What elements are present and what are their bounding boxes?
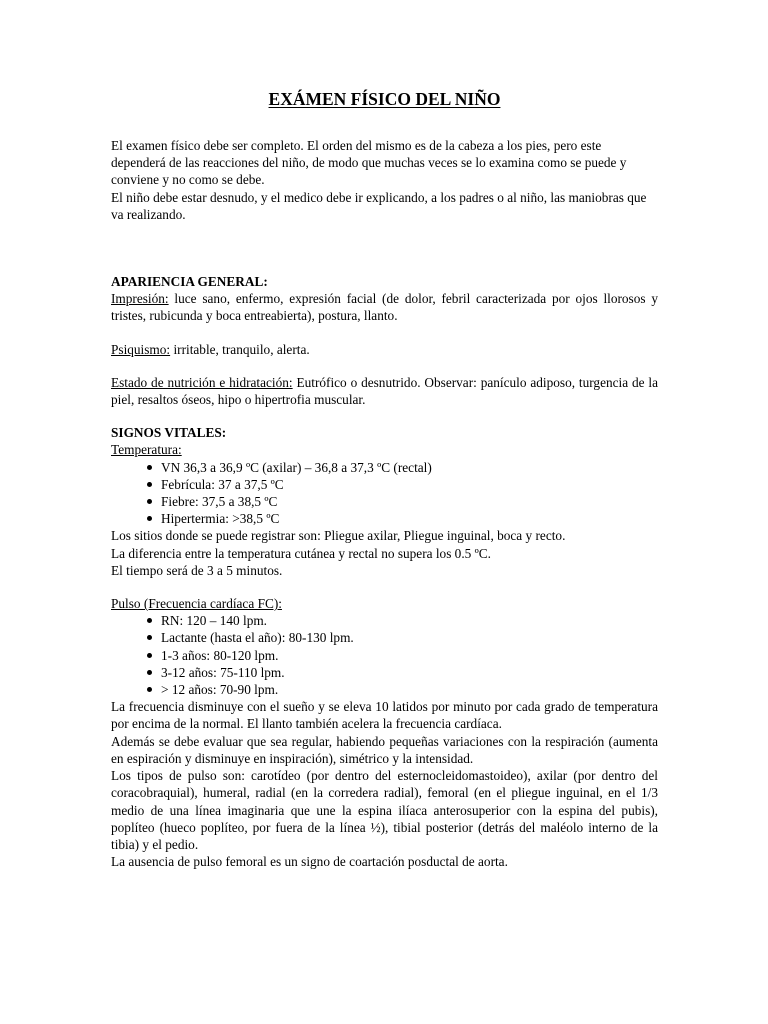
temperatura-paragraph-1: Los sitios donde se puede registrar son: Pliegue axilar, Pliegue inguinal, boca y recto.: [111, 528, 566, 544]
spacer: [111, 408, 658, 424]
spacer: [111, 579, 658, 595]
list-item: RN: 120 – 140 lpm.: [147, 612, 658, 629]
psiquismo-label: Psiquismo:: [111, 341, 171, 357]
page-title: EXÁMEN FÍSICO DEL NIÑO: [268, 89, 501, 109]
list-item: > 12 años: 70-90 lpm.: [147, 681, 658, 698]
pulso-label: Pulso (Frecuencia cardíaca FC):: [111, 596, 282, 612]
impresion-paragraph: [111, 290, 658, 324]
list-item: Lactante (hasta el año): 80-130 lpm.: [147, 629, 658, 646]
temperatura-label: Temperatura:: [111, 442, 182, 458]
pulso-paragraph-1: La frecuencia disminuye con el sueño y se eleva 10 latidos por minuto por cada grado de temperatura por encima de la normal. El llanto también acelera la frecuencia cardíaca.: [111, 699, 658, 732]
temperatura-paragraph-3: El tiempo será de 3 a 5 minutos.: [111, 562, 283, 578]
psiquismo-paragraph: [111, 341, 658, 358]
list-item: VN 36,3 a 36,9 ºC (axilar) – 36,8 a 37,3 ºC (rectal): [147, 459, 658, 476]
list-item: 1-3 años: 80-120 lpm.: [147, 647, 658, 664]
spacer: [111, 325, 658, 341]
document-page: [111, 88, 658, 870]
section-heading-apariencia: APARIENCIA GENERAL:: [111, 274, 268, 290]
psiquismo-text: irritable, tranquilo, alerta.: [170, 341, 310, 357]
impresion-text: luce sano, enfermo, expresión facial (de dolor, febril caracterizada por ojos llorosos y tristes, rubicunda y boca entreabierta), postura, llanto.: [111, 291, 658, 324]
list-item: Febrícula: 37 a 37,5 ºC: [147, 476, 658, 493]
spacer: [111, 223, 658, 273]
intro-paragraph-2: El niño debe estar desnudo, y el medico debe ir explicando, a los padres o al niño, las maniobras que va realizando.: [111, 189, 647, 222]
nutricion-text: Eutrófico o desnutrido. Observar: panículo adiposo, turgencia de la piel, resaltos óseos, hipo o hipertrofia muscular.: [111, 374, 659, 408]
pulso-paragraph-2: Además se debe evaluar que sea regular, habiendo pequeñas variaciones con la respiración (aumenta en espiración y disminuye en inspiración), simétrico y la intensidad.: [111, 733, 658, 766]
section-heading-signos: SIGNOS VITALES:: [111, 425, 227, 441]
pulso-paragraph-3: Los tipos de pulso son: carotídeo (por dentro del esternocleidomastoideo), axilar (por dentro del coracobraquial), humeral, radial (en la corredera radial), femoral (en el pliegue inguinal, en el 1/3 medio de una línea imaginaria que une la espina ilíaca anterosuperior con la espina del pubis), poplíteo (hueco poplíteo, por fuera de la línea ½), tibial posterior (detrás del maléolo interno de la tibia) y el pedio.: [111, 768, 658, 852]
intro-paragraph-1: El examen físico debe ser completo. El orden del mismo es de la cabeza a los pies, pero este dependerá de las reacciones del niño, de modo que muchas veces se lo examina como se puede y conviene y no como se debe.: [111, 138, 627, 188]
temperatura-paragraph-2: La diferencia entre la temperatura cutánea y rectal no supera los 0.5 ºC.: [111, 545, 491, 561]
spacer: [111, 358, 658, 374]
pulso-list: [111, 612, 658, 698]
temperatura-list: [111, 459, 658, 528]
nutricion-label: Estado de nutrición e hidratación:: [111, 374, 293, 390]
list-item: 3-12 años: 75-110 lpm.: [147, 664, 658, 681]
list-item: Fiebre: 37,5 a 38,5 ºC: [147, 493, 658, 510]
nutricion-paragraph: [111, 374, 658, 408]
impresion-label: Impresión:: [111, 291, 169, 307]
pulso-paragraph-4: La ausencia de pulso femoral es un signo de coartación posductal de aorta.: [111, 854, 508, 870]
list-item: Hipertermia: >38,5 ºC: [147, 510, 658, 527]
